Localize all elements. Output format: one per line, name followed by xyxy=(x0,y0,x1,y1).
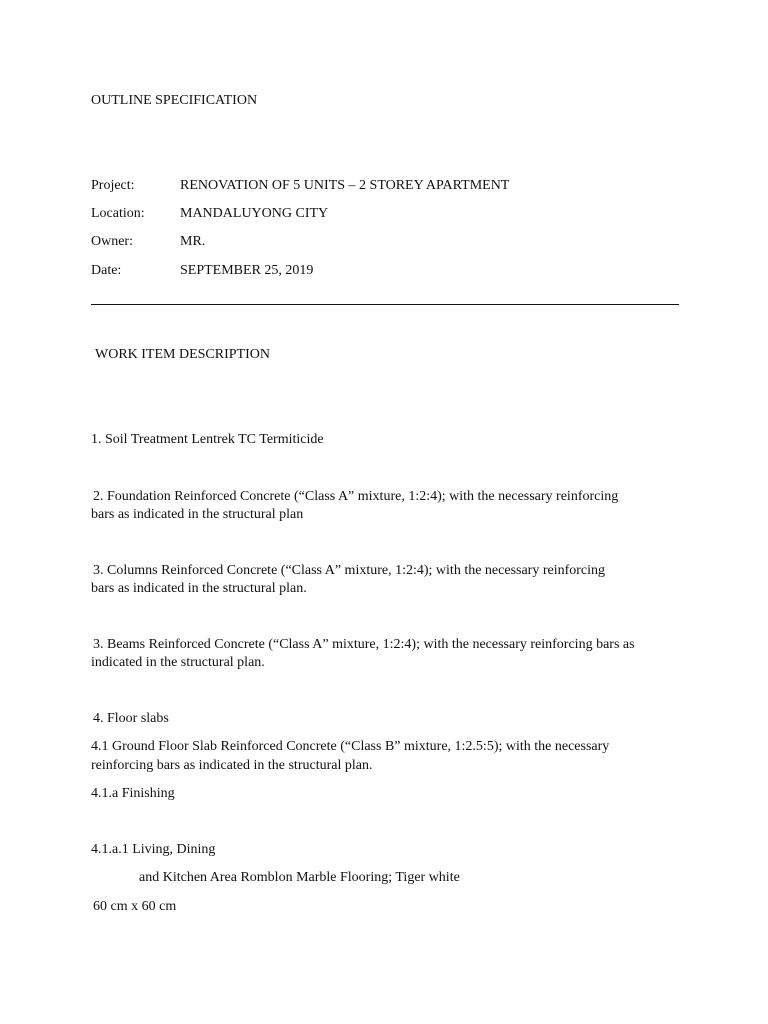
item-2-line-2: bars as indicated in the structural plan xyxy=(91,507,304,522)
item-4-1-line-1: 4.1 Ground Floor Slab Reinforced Concrete (“Class B” mixture, 1:2.5:5); with the necessary xyxy=(91,739,610,754)
item-4-1-a: 4.1.a Finishing xyxy=(91,786,175,801)
item-4-1-a-1-continued: and Kitchen Area Romblon Marble Flooring; Tiger white xyxy=(139,870,460,885)
item-4-1-line-2: reinforcing bars as indicated in the structural plan. xyxy=(91,758,373,773)
item-3b-line-2: indicated in the structural plan. xyxy=(91,655,265,670)
item-3b-line-1: 3. Beams Reinforced Concrete (“Class A” mixture, 1:2:4); with the necessary reinforcing bars as xyxy=(93,637,635,652)
horizontal-rule xyxy=(91,304,679,305)
project-value: RENOVATION OF 5 UNITS – 2 STOREY APARTMENT xyxy=(180,178,510,193)
owner-value: MR. xyxy=(180,234,206,249)
section-heading: WORK ITEM DESCRIPTION xyxy=(95,347,270,362)
item-1: 1. Soil Treatment Lentrek TC Termiticide xyxy=(91,432,324,447)
item-4: 4. Floor slabs xyxy=(93,711,169,726)
item-3-line-2: bars as indicated in the structural plan. xyxy=(91,581,307,596)
item-3-line-1: 3. Columns Reinforced Concrete (“Class A” mixture, 1:2:4); with the necessary reinforcing xyxy=(93,563,606,578)
item-4-1-a-1: 4.1.a.1 Living, Dining xyxy=(91,842,216,857)
item-2-line-1: 2. Foundation Reinforced Concrete (“Class A” mixture, 1:2:4); with the necessary reinforcing xyxy=(93,489,619,504)
item-4-1-a-1-size: 60 cm x 60 cm xyxy=(93,899,177,914)
location-label: Location: xyxy=(91,206,145,221)
project-label: Project: xyxy=(91,178,135,193)
owner-label: Owner: xyxy=(91,234,133,249)
date-value: SEPTEMBER 25, 2019 xyxy=(180,263,314,278)
date-label: Date: xyxy=(91,263,122,278)
document-title: OUTLINE SPECIFICATION xyxy=(91,93,258,108)
location-value: MANDALUYONG CITY xyxy=(180,206,329,221)
